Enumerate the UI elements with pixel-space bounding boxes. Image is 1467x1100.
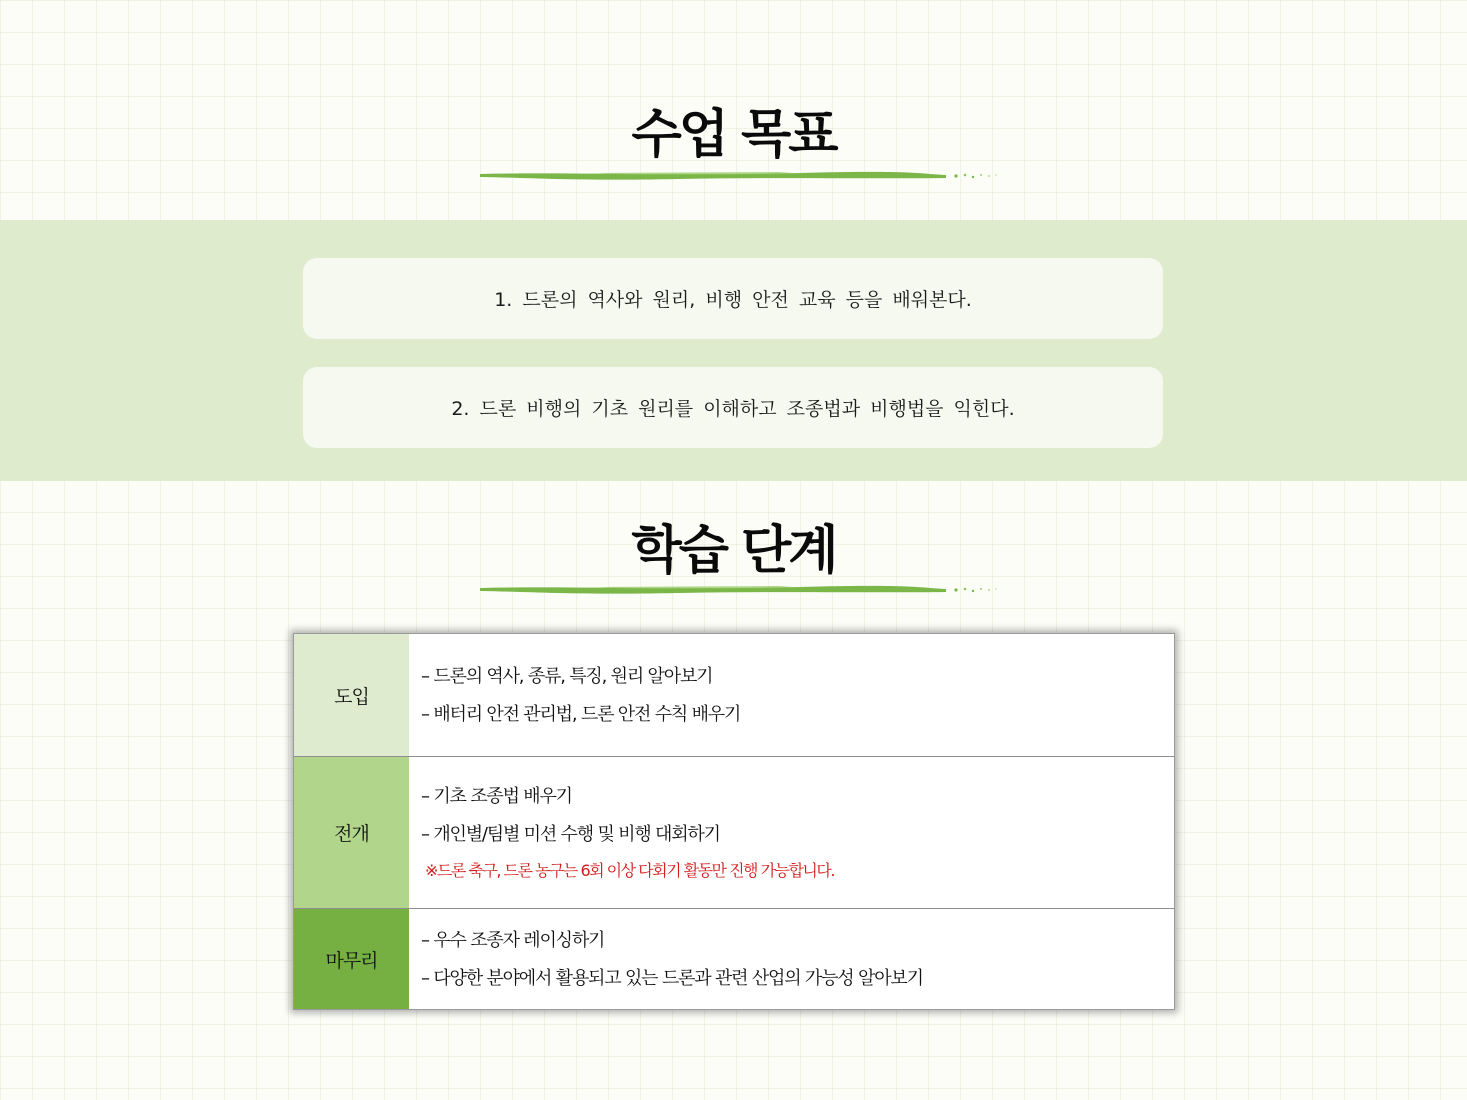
goals-band xyxy=(0,220,1467,481)
goals-title: 수업 목표 xyxy=(631,105,836,165)
step-line: – 기초 조종법 배우기 xyxy=(421,785,572,807)
learning-steps-table xyxy=(293,633,1175,1010)
step-label: 전개 xyxy=(294,757,409,908)
step-line: – 배터리 안전 관리법, 드론 안전 수칙 배우기 xyxy=(421,703,741,725)
step-note: ※드론 축구, 드론 농구는 6회 이상 다회기 활동만 진행 가능합니다. xyxy=(425,860,834,880)
steps-title: 학습 단계 xyxy=(631,521,836,581)
brush-underline xyxy=(478,168,1002,182)
step-label: 마무리 xyxy=(294,909,409,1009)
step-line: – 개인별/팀별 미션 수행 및 비행 대회하기 xyxy=(421,823,720,845)
step-content xyxy=(409,909,1174,1009)
goal-card: 2. 드론 비행의 기초 원리를 이해하고 조종법과 비행법을 익힌다. xyxy=(303,367,1163,448)
goal-card: 1. 드론의 역사와 원리, 비행 안전 교육 등을 배워본다. xyxy=(303,258,1163,339)
step-row-intro xyxy=(294,634,1174,756)
step-row-wrapup xyxy=(294,908,1174,1009)
brush-underline xyxy=(478,582,1002,596)
step-line: – 우수 조종자 레이싱하기 xyxy=(421,929,605,951)
step-row-development xyxy=(294,756,1174,908)
step-line: – 드론의 역사, 종류, 특징, 원리 알아보기 xyxy=(421,665,713,687)
step-line: – 다양한 분야에서 활용되고 있는 드론과 관련 산업의 가능성 알아보기 xyxy=(421,967,923,989)
step-content xyxy=(409,634,1174,756)
step-label: 도입 xyxy=(294,634,409,756)
step-content xyxy=(409,757,1174,908)
